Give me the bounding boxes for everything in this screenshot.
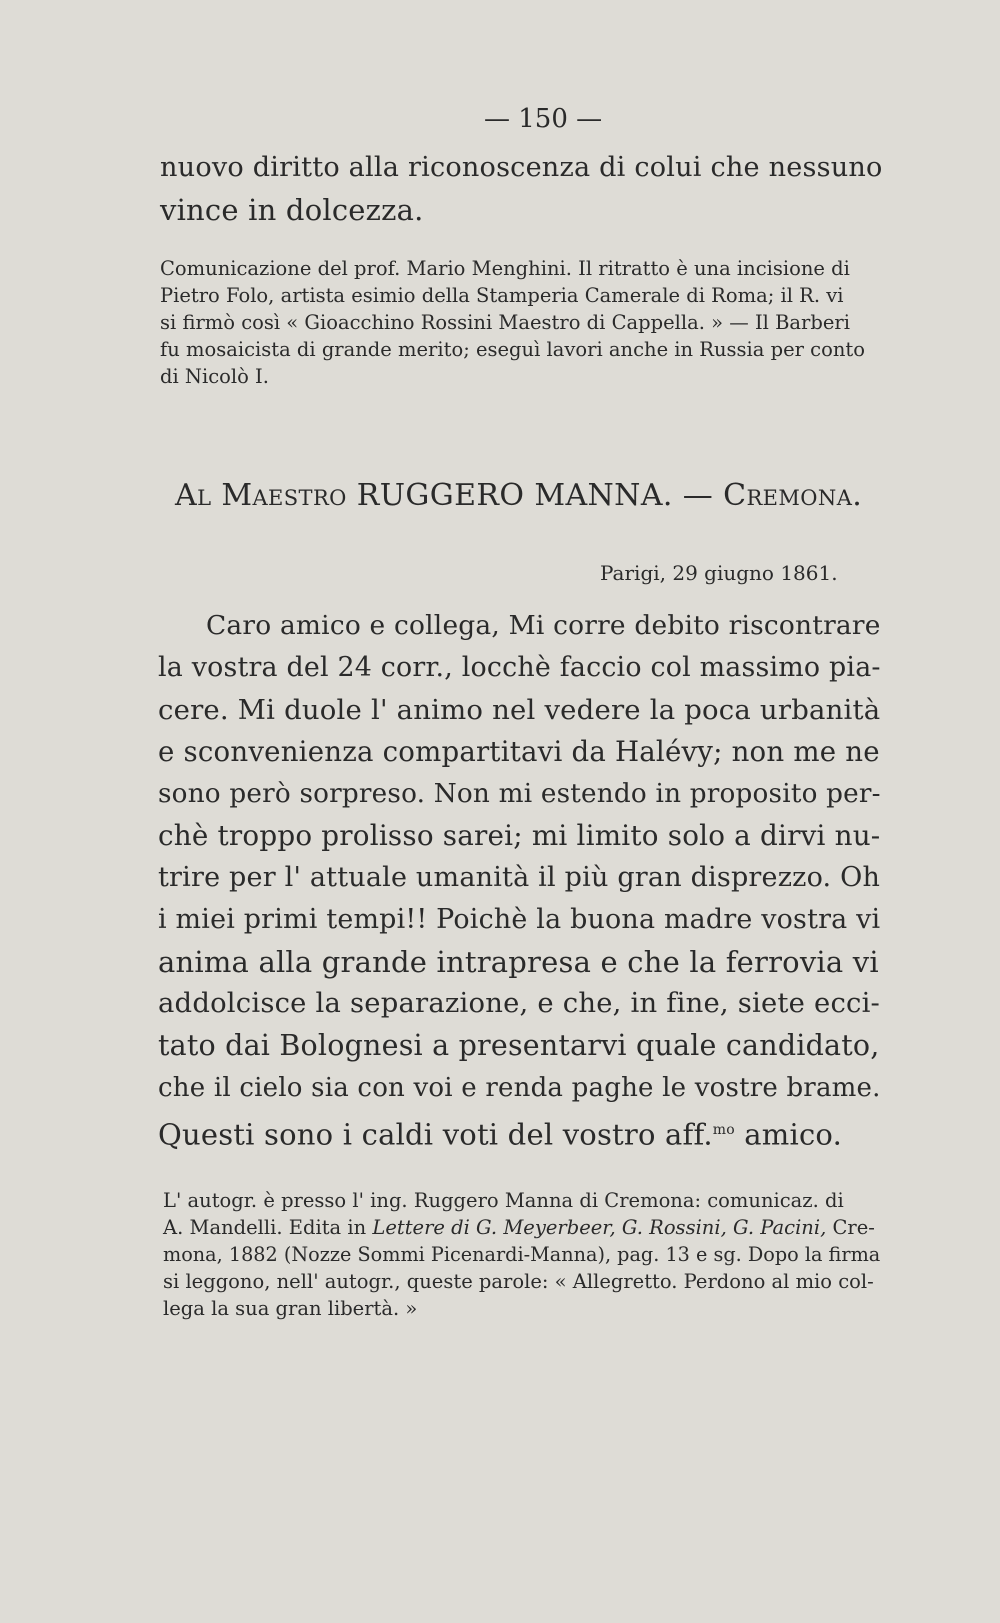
- book-title: Lettere di G. Meyerbeer, G. Rossini, G. Pacini,: [372, 1216, 827, 1239]
- text-line: vince in dolcezza.: [160, 193, 424, 227]
- closing-text: Questi sono i caldi voti del vostro aff.: [158, 1117, 713, 1152]
- letter-line: e sconvenienza compartitavi da Halévy; non me ne: [158, 735, 880, 768]
- note-line: Comunicazione del prof. Mario Menghini. Il ritratto è una incisione di: [160, 257, 850, 280]
- note-line: L' autogr. è presso l' ing. Ruggero Manna di Cremona: comunicaz. di: [163, 1189, 844, 1212]
- letter-line: la vostra del 24 corr., locchè faccio col massimo pia-: [158, 652, 881, 683]
- closing-end: amico.: [734, 1117, 842, 1152]
- note-text: Cre-: [826, 1216, 875, 1239]
- note-line: lega la sua gran libertà. »: [163, 1297, 418, 1320]
- continued-paragraph: [160, 147, 882, 231]
- heading-city: Cremona.: [723, 478, 863, 513]
- page-number: — 150 —: [484, 104, 603, 134]
- letter-body: [158, 605, 880, 1151]
- letter-line: che il cielo sia con voi e renda paghe le vostre brame.: [158, 1073, 881, 1103]
- note-line: mona, 1882 (Nozze Sommi Picenardi-Manna), pag. 13 e sg. Dopo la firma: [163, 1243, 881, 1266]
- heading-recipient: RUGGERO MANNA.: [356, 478, 673, 513]
- note-line: Pietro Folo, artista esimio della Stamperia Camerale di Roma; il R. vi: [160, 284, 844, 307]
- letter-line: sono però sorpreso. Non mi estendo in proposito per-: [158, 779, 881, 809]
- letter-heading: [175, 478, 862, 513]
- dateline: Parigi, 29 giugno 1861.: [600, 561, 838, 585]
- closing-superscript: mo: [712, 1122, 735, 1138]
- footnote-autograph: [163, 1187, 881, 1322]
- note-line: si leggono, nell' autogr., queste parole: « Allegretto. Perdono al mio col-: [163, 1270, 874, 1293]
- letter-closing-line: [158, 1109, 880, 1151]
- note-line: di Nicolò I.: [160, 365, 269, 388]
- note-line: fu mosaicista di grande merito; eseguì lavori anche in Russia per conto: [160, 338, 865, 361]
- letter-line: i miei primi tempi!! Poichè la buona madre vostra vi: [158, 904, 881, 935]
- heading-salutation: Al Maestro: [175, 478, 347, 513]
- letter-line: tato dai Bolognesi a presentarvi quale candidato,: [158, 1029, 880, 1062]
- footnote-portrait: [160, 255, 882, 390]
- letter-line: addolcisce la separazione, e che, in fine, siete ecci-: [158, 988, 881, 1019]
- text-line: nuovo diritto alla riconoscenza di colui che nessuno: [160, 152, 883, 183]
- letter-line: trire per l' attuale umanità il più gran disprezzo. Oh: [158, 862, 881, 893]
- letter-line: Caro amico e collega, Mi corre debito riscontrare: [206, 610, 881, 641]
- letter-line: anima alla grande intrapresa e che la ferrovia vi: [158, 945, 879, 979]
- note-line: si firmò così « Gioacchino Rossini Maestro di Cappella. » — Il Barberi: [160, 311, 850, 334]
- note-text: A. Mandelli. Edita in: [163, 1216, 373, 1239]
- letter-line: chè troppo prolisso sarei; mi limito solo a dirvi nu-: [158, 819, 881, 852]
- letter-line: cere. Mi duole l' animo nel vedere la poca urbanità: [158, 694, 881, 726]
- note-line: [163, 1214, 881, 1241]
- heading-dash: —: [682, 478, 714, 513]
